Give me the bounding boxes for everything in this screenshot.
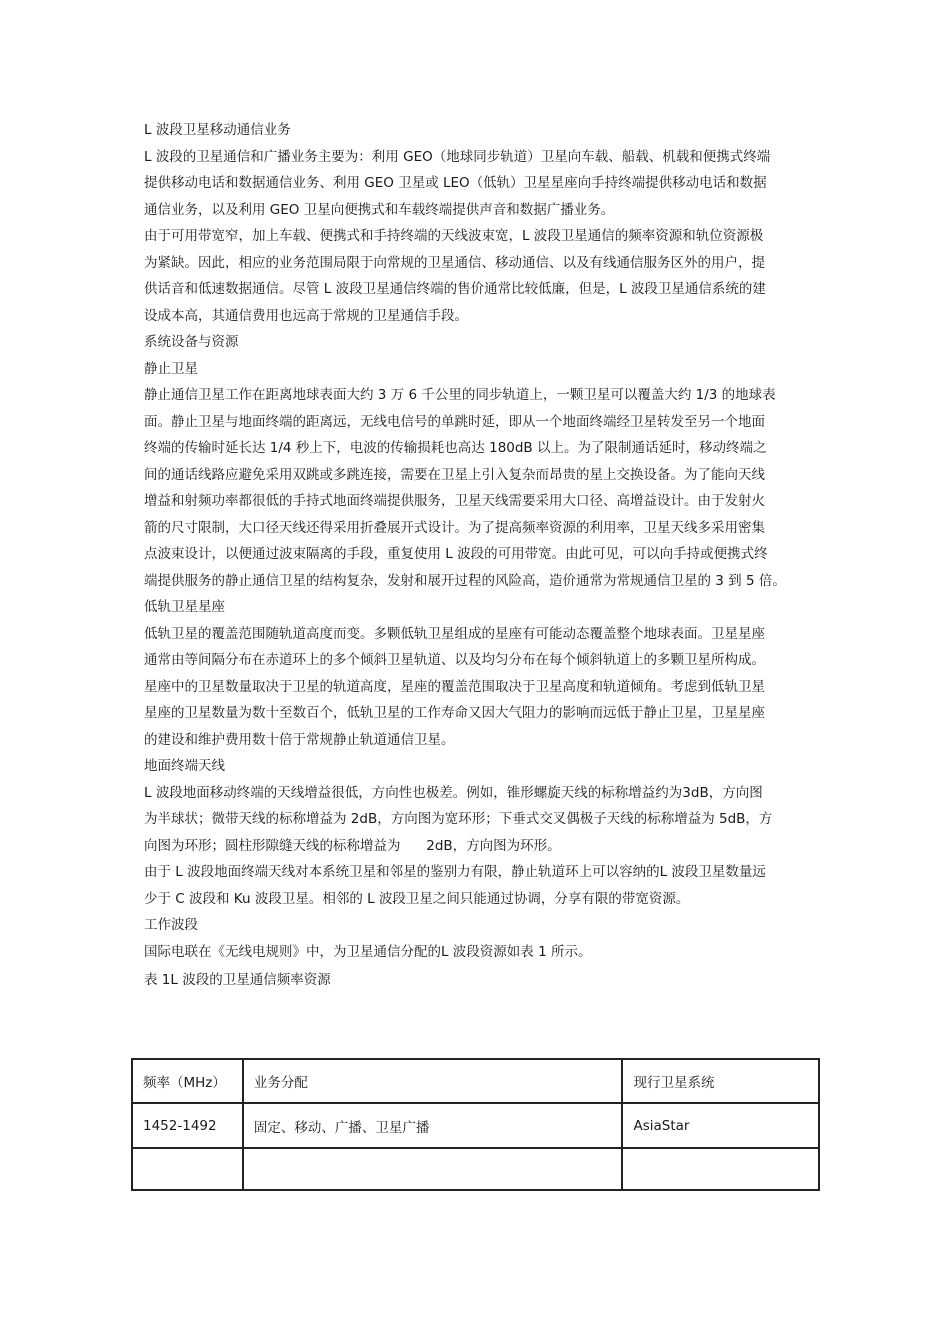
document-body: [144, 117, 812, 989]
text-line: 箭的尺寸限制，大口径天线还得采用折叠展开式设计。为了提高频率资源的利用率，卫星天线多采用密集: [144, 519, 765, 536]
text-line: 间的通话线路应避免采用双跳或多跳连接，需要在卫星上引入复杂而昂贵的星上交换设备。为了能向天线: [144, 466, 765, 483]
paragraph-antenna-discrimination: [144, 859, 812, 912]
text-line: 增益和射频功率都很低的手持式地面终端提供服务，卫星天线需要采用大口径、高增益设计。由于发射火: [144, 493, 765, 509]
table-cell: 固定、移动、广播、卫星广播: [243, 1103, 623, 1148]
text-line: 向图为环形；圆柱形隙缝天线的标称增益为 2dB，方向图为环形。: [144, 837, 561, 854]
section-heading-operating-band: 工作波段: [144, 917, 198, 933]
table-cell: [243, 1148, 623, 1190]
table-row: [132, 1148, 819, 1190]
text-line: 星座中的卫星数量取决于卫星的轨道高度，星座的覆盖范围取决于卫星高度和轨道倾角。考虑到低轨卫星: [144, 678, 765, 695]
section-heading-system-equipment: 系统设备与资源: [144, 334, 239, 350]
text-line: 星座的卫星数量为数十至数百个，低轨卫星的工作寿命又因大气阻力的影响而远低于静止卫星，卫星星座: [144, 705, 765, 721]
paragraph-leo-constellation: [144, 621, 812, 754]
text-line: 提供移动电话和数据通信业务、利用 GEO 卫星或 LEO（低轨）卫星星座向手持终端提供移动电话和数据: [144, 175, 767, 191]
text-line: 点波束设计，以便通过波束隔离的手段，重复使用 L 波段的可用带宽。由此可见，可以向手持或便携式终: [144, 546, 768, 562]
text-line: 少于 C 波段和 Ku 波段卫星。相邻的 L 波段卫星之间只能通过协调，分享有限的带宽资源。: [144, 890, 690, 907]
text-line: 面。静止卫星与地面终端的距离远，无线电信号的单跳时延，即从一个地面终端经卫星转发至另一个地面: [144, 413, 765, 430]
text-line: 设成本高，其通信费用也远高于常规的卫星通信手段。: [144, 307, 468, 324]
table-row: [132, 1103, 819, 1148]
table-cell: [132, 1148, 243, 1190]
text-line: 为紧缺。因此，相应的业务范围局限于向常规的卫星通信、移动通信、以及有线通信服务区外的用户，提: [144, 254, 765, 271]
text-line: L 波段地面移动终端的天线增益很低，方向性也极差。例如，锥形螺旋天线的标称增益约为3dB，方向图: [144, 784, 763, 801]
text-line: 低轨卫星的覆盖范围随轨道高度而变。多颗低轨卫星组成的星座有可能动态覆盖整个地球表面。卫星星座: [144, 625, 765, 642]
paragraph-l-band-services: [144, 144, 812, 224]
table-header-cell: 现行卫星系统: [622, 1059, 819, 1103]
table-cell: [622, 1148, 819, 1190]
table-caption: 表 1L 波段的卫星通信频率资源: [144, 972, 331, 988]
section-heading-geostationary: 静止卫星: [144, 360, 198, 377]
section-heading-leo-constellation: 低轨卫星星座: [144, 599, 225, 615]
section-heading-terminal-antenna: 地面终端天线: [144, 758, 225, 774]
table-header-row: [132, 1059, 819, 1103]
table-cell: AsiaStar: [622, 1103, 819, 1148]
text-line: 通常由等间隔分布在赤道环上的多个倾斜卫星轨道、以及均匀分布在每个倾斜轨道上的多颗卫星所构成。: [144, 652, 765, 668]
text-line: 的建设和维护费用数十倍于常规静止轨道通信卫星。: [144, 731, 455, 748]
text-line: 端提供服务的静止通信卫星的结构复杂，发射和展开过程的风险高，造价通常为常规通信卫星的 3 到 5 倍。: [144, 572, 786, 589]
table-header-cell: 频率（MHz）: [132, 1059, 243, 1103]
text-line: 静止通信卫星工作在距离地球表面大约 3 万 6 千公里的同步轨道上，一颗卫星可以覆盖大约 1/3 的地球表: [144, 387, 776, 403]
paragraph-antenna-gain: [144, 780, 812, 860]
paragraph-bandwidth-limits: [144, 223, 812, 329]
text-line: 由于 L 波段地面终端天线对本系统卫星和邻星的鉴别力有限，静止轨道环上可以容纳的L 波段卫星数量远: [144, 864, 766, 880]
text-line: 终端的传输时延长达 1/4 秒上下，电波的传输损耗也高达 180dB 以上。为了限制通话延时，移动终端之: [144, 440, 767, 456]
table-cell: 1452-1492: [132, 1103, 243, 1148]
paragraph-itu-allocation: 国际电联在《无线电规则》中，为卫星通信分配的L 波段资源如表 1 所示。: [144, 943, 592, 960]
text-line: L 波段的卫星通信和广播业务主要为：利用 GEO（地球同步轨道）卫星向车载、船载、机载和便携式终端: [144, 148, 771, 165]
text-line: 由于可用带宽窄，加上车载、便携式和手持终端的天线波束宽，L 波段卫星通信的频率资源和轨位资源极: [144, 228, 764, 244]
table-header-cell: 业务分配: [243, 1059, 623, 1103]
frequency-resource-table: [131, 1058, 820, 1191]
text-line: 通信业务，以及利用 GEO 卫星向便携式和车载终端提供声音和数据广播业务。: [144, 201, 615, 218]
page-heading: L 波段卫星移动通信业务: [144, 122, 291, 138]
paragraph-geostationary: [144, 382, 812, 594]
text-line: 为半球状；微带天线的标称增益为 2dB，方向图为宽环形；下垂式交叉偶极子天线的标称增益为 5dB，方: [144, 811, 773, 827]
text-line: 供话音和低速数据通信。尽管 L 波段卫星通信终端的售价通常比较低廉，但是，L 波段卫星通信系统的建: [144, 281, 766, 297]
